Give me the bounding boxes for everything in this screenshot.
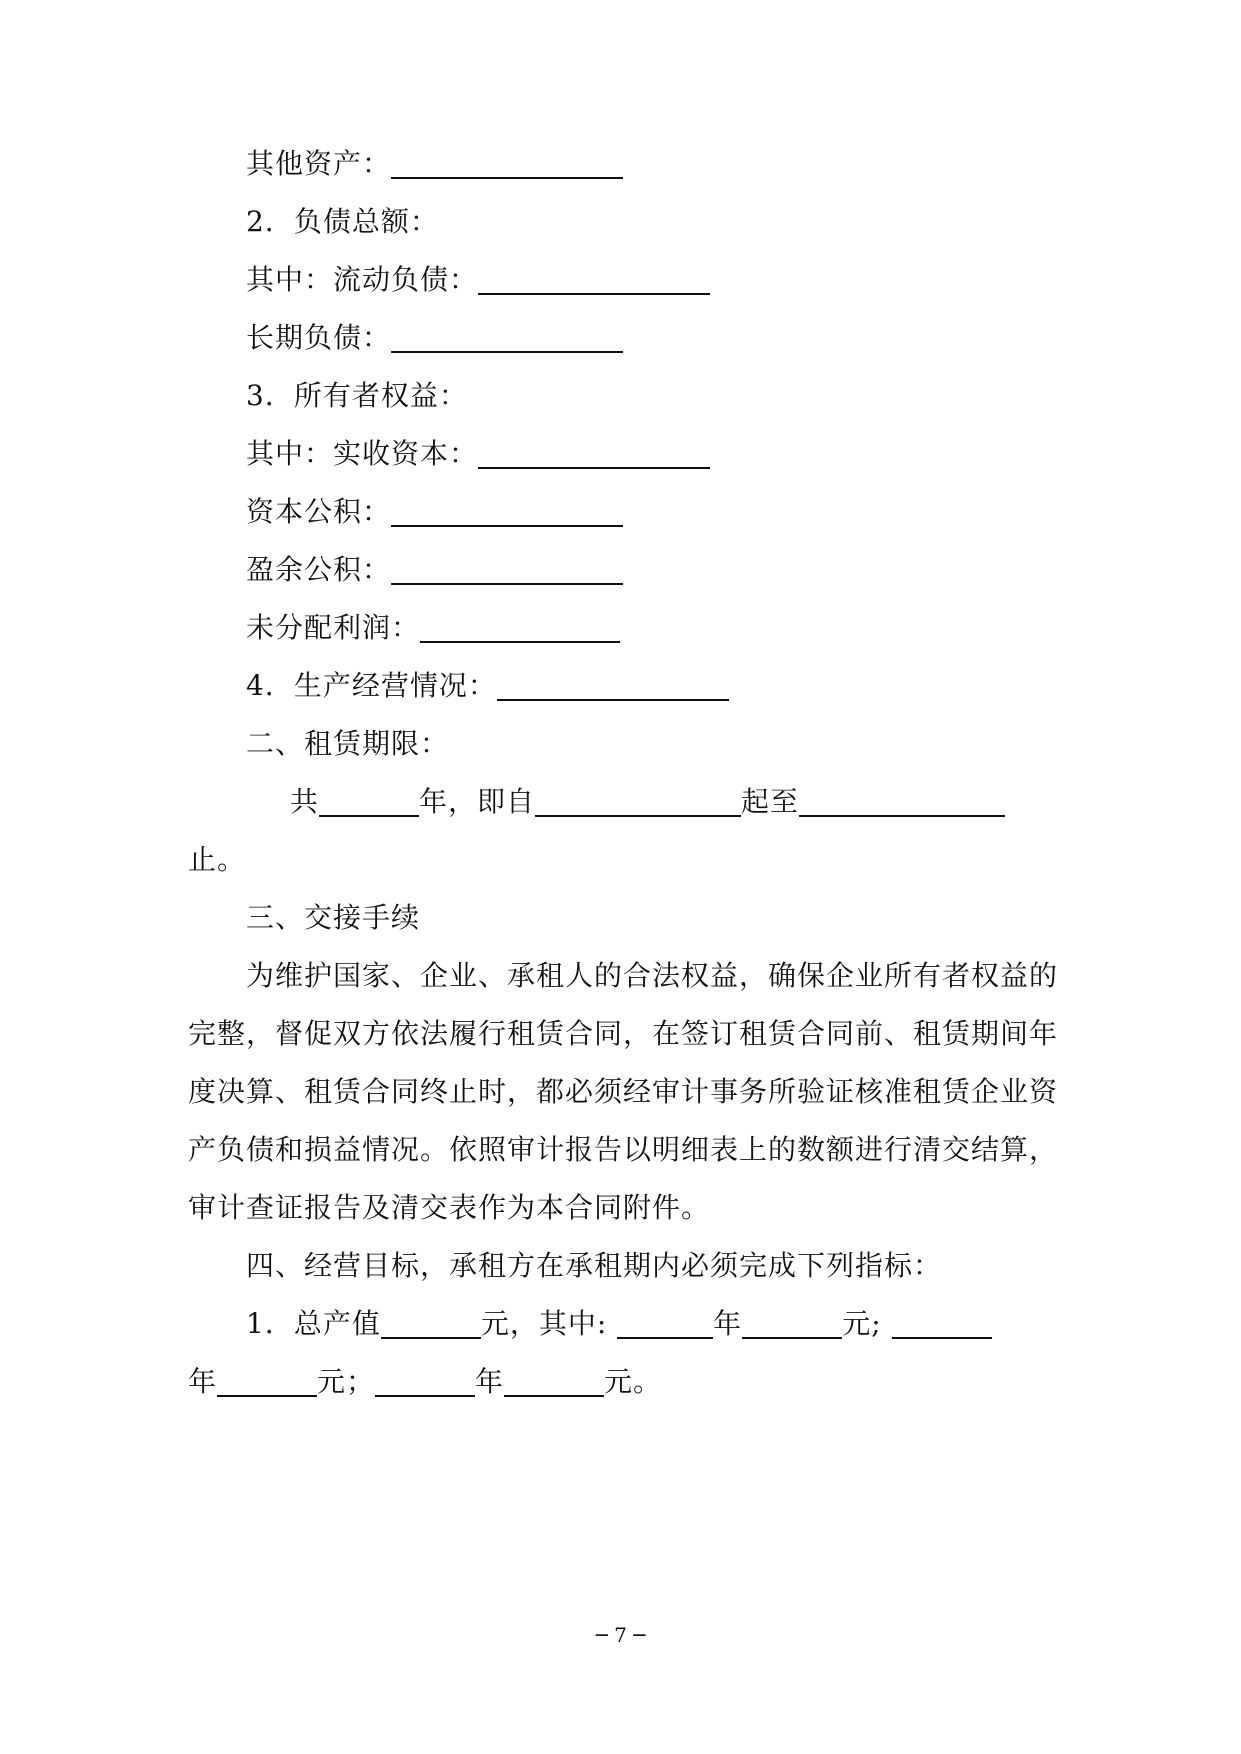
lease-term-to-label: 起至 xyxy=(741,785,800,818)
year-1-value-blank[interactable] xyxy=(742,1307,842,1339)
year-label: 年 xyxy=(475,1365,505,1398)
targets-heading-text: 四、经营目标，承租方在承租期内必须完成下列指标： xyxy=(246,1249,943,1282)
output-yuan-among: 元，其中: xyxy=(480,1307,608,1340)
operation-status-blank[interactable] xyxy=(497,669,729,701)
paid-in-capital-line xyxy=(246,434,710,474)
lease-end-date-blank[interactable] xyxy=(799,785,1005,817)
handover-paragraph-line-4 xyxy=(188,1130,1058,1170)
paid-in-capital-blank[interactable] xyxy=(478,437,710,469)
handover-paragraph-line-2 xyxy=(188,1014,1058,1054)
long-term-liabilities-label: 长期负债： xyxy=(246,321,392,354)
lease-start-date-blank[interactable] xyxy=(535,785,741,817)
yuan-semicolon-label: 元； xyxy=(317,1365,376,1398)
handover-heading-text: 三、交接手续 xyxy=(246,901,421,934)
other-assets-line xyxy=(246,144,623,184)
lease-term-heading-text: 二、租赁期限： xyxy=(246,727,450,760)
lease-term-total-label: 共 xyxy=(290,785,320,818)
liabilities-total-line xyxy=(246,202,439,242)
targets-heading xyxy=(246,1246,942,1286)
undistributed-profit-label: 未分配利润： xyxy=(246,611,421,644)
current-liabilities-line xyxy=(246,260,710,300)
output-line-2 xyxy=(188,1362,662,1402)
lease-years-blank[interactable] xyxy=(319,785,419,817)
lease-term-line xyxy=(290,782,1005,822)
paragraph-text: 为维护国家、企业、承租人的合法权益，确保企业所有者权益的 xyxy=(246,959,1059,992)
year-3-value-blank[interactable] xyxy=(504,1365,604,1397)
year-2-value-blank[interactable] xyxy=(217,1365,317,1397)
capital-reserve-blank[interactable] xyxy=(391,495,623,527)
other-assets-label: 其他资产： xyxy=(246,147,392,180)
owner-equity-label: 3．所有者权益： xyxy=(246,379,468,412)
current-liabilities-label: 其中：流动负债： xyxy=(246,263,479,296)
surplus-reserve-label: 盈余公积： xyxy=(246,553,392,586)
owner-equity-line xyxy=(246,376,468,416)
liabilities-total-label: 2．负债总额： xyxy=(246,205,439,238)
long-term-liabilities-blank[interactable] xyxy=(391,321,623,353)
handover-heading xyxy=(246,898,420,938)
operation-status-label: 4．生产经营情况： xyxy=(246,669,497,702)
handover-paragraph-line-1 xyxy=(246,956,1058,996)
long-term-liabilities-line xyxy=(246,318,623,358)
paragraph-text: 产负债和损益情况。依照审计报告以明细表上的数额进行清交结算， xyxy=(188,1133,1059,1166)
yuan-label: 元 xyxy=(842,1307,872,1340)
lease-term-heading xyxy=(246,724,449,764)
paragraph-text: 度决算、租赁合同终止时，都必须经审计事务所验证核准租赁企业资 xyxy=(188,1075,1059,1108)
undistributed-profit-line xyxy=(246,608,620,648)
capital-reserve-label: 资本公积： xyxy=(246,495,392,528)
capital-reserve-line xyxy=(246,492,623,532)
handover-paragraph-line-3 xyxy=(188,1072,1058,1112)
year-label: 年 xyxy=(713,1307,743,1340)
undistributed-profit-blank[interactable] xyxy=(420,611,620,643)
page-number: ─ 7 ─ xyxy=(595,1623,646,1647)
output-prefix: 1．总产值 xyxy=(246,1307,381,1340)
surplus-reserve-line xyxy=(246,550,623,590)
paragraph-text: 完整，督促双方依法履行租赁合同，在签订租赁合同前、租赁期间年 xyxy=(188,1017,1059,1050)
year-label: 年 xyxy=(188,1365,218,1398)
paid-in-capital-label: 其中：实收资本： xyxy=(246,437,479,470)
operation-status-line xyxy=(246,666,729,706)
year-3-blank[interactable] xyxy=(375,1365,475,1397)
year-2-blank[interactable] xyxy=(892,1307,992,1339)
lease-term-end-text: 止。 xyxy=(188,843,247,876)
year-1-blank[interactable] xyxy=(617,1307,713,1339)
lease-term-end-line xyxy=(188,840,246,880)
current-liabilities-blank[interactable] xyxy=(478,263,710,295)
handover-paragraph-line-5 xyxy=(188,1188,710,1228)
yuan-end-label: 元。 xyxy=(604,1365,663,1398)
lease-term-from-label: 年，即自 xyxy=(419,785,536,818)
output-line-1 xyxy=(246,1304,992,1344)
surplus-reserve-blank[interactable] xyxy=(391,553,623,585)
total-output-blank[interactable] xyxy=(381,1307,481,1339)
paragraph-text: 审计查证报告及清交表作为本合同附件。 xyxy=(188,1191,711,1224)
semicolon: ; xyxy=(871,1307,882,1340)
other-assets-blank[interactable] xyxy=(391,147,623,179)
